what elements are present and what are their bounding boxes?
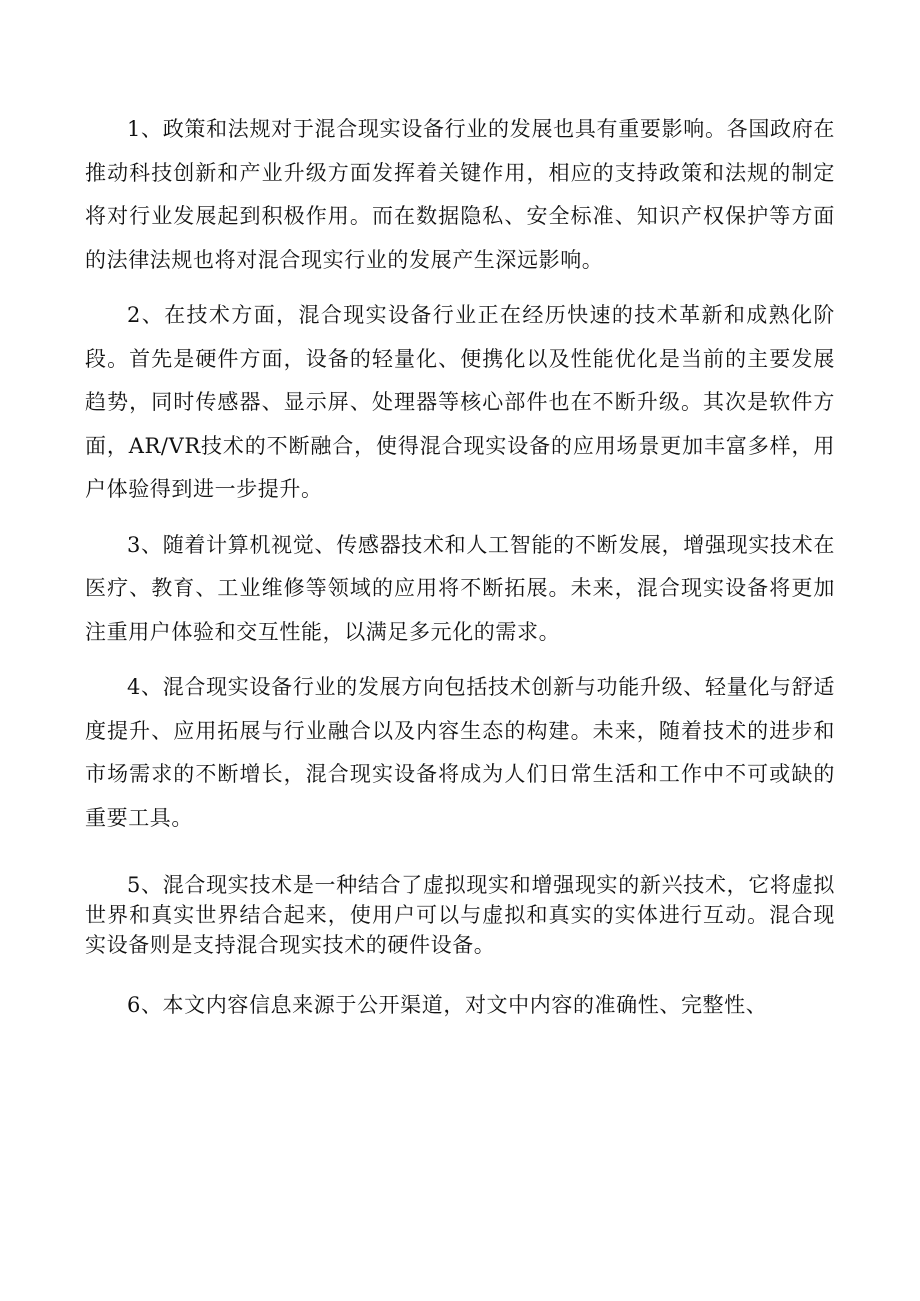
paragraph-2: 2、在技术方面，混合现实设备行业正在经历快速的技术革新和成熟化阶段。首先是硬件方面，设备的轻量化、便携化以及性能优化是当前的主要发展趋势，同时传感器、显示屏、处理器等核心部件也在不断升级。其次是软件方面，AR/VR技术的不断融合，使得混合现实设备的应用场景更加丰富多样，用户体验得到进一步提升。 (85, 303, 835, 501)
paragraph-6: 6、本文内容信息来源于公开渠道，对文中内容的准确性、完整性、 (127, 993, 768, 1017)
paragraph-3: 3、随着计算机视觉、传感器技术和人工智能的不断发展，增强现实技术在医疗、教育、工业维修等领域的应用将不断拓展。未来，混合现实设备将更加注重用户体验和交互性能，以满足多元化的需求。 (85, 532, 835, 644)
paragraph-4: 4、混合现实设备行业的发展方向包括技术创新与功能升级、轻量化与舒适度提升、应用拓展与行业融合以及内容生态的构建。未来，随着技术的进步和市场需求的不断增长，混合现实设备将成为人们日常生活和工作中不可或缺的重要工具。 (85, 675, 835, 830)
paragraph-1: 1、政策和法规对于混合现实设备行业的发展也具有重要影响。各国政府在推动科技创新和产业升级方面发挥着关键作用，相应的支持政策和法规的制定将对行业发展起到积极作用。而在数据隐私、安全标准、知识产权保护等方面的法律法规也将对混合现实行业的发展产生深远影响。 (85, 117, 835, 272)
document-page (85, 108, 835, 1028)
paragraph-5: 5、混合现实技术是一种结合了虚拟现实和增强现实的新兴技术，它将虚拟世界和真实世界结合起来，使用户可以与虚拟和真实的实体进行互动。混合现实设备则是支持混合现实技术的硬件设备。 (85, 873, 835, 957)
